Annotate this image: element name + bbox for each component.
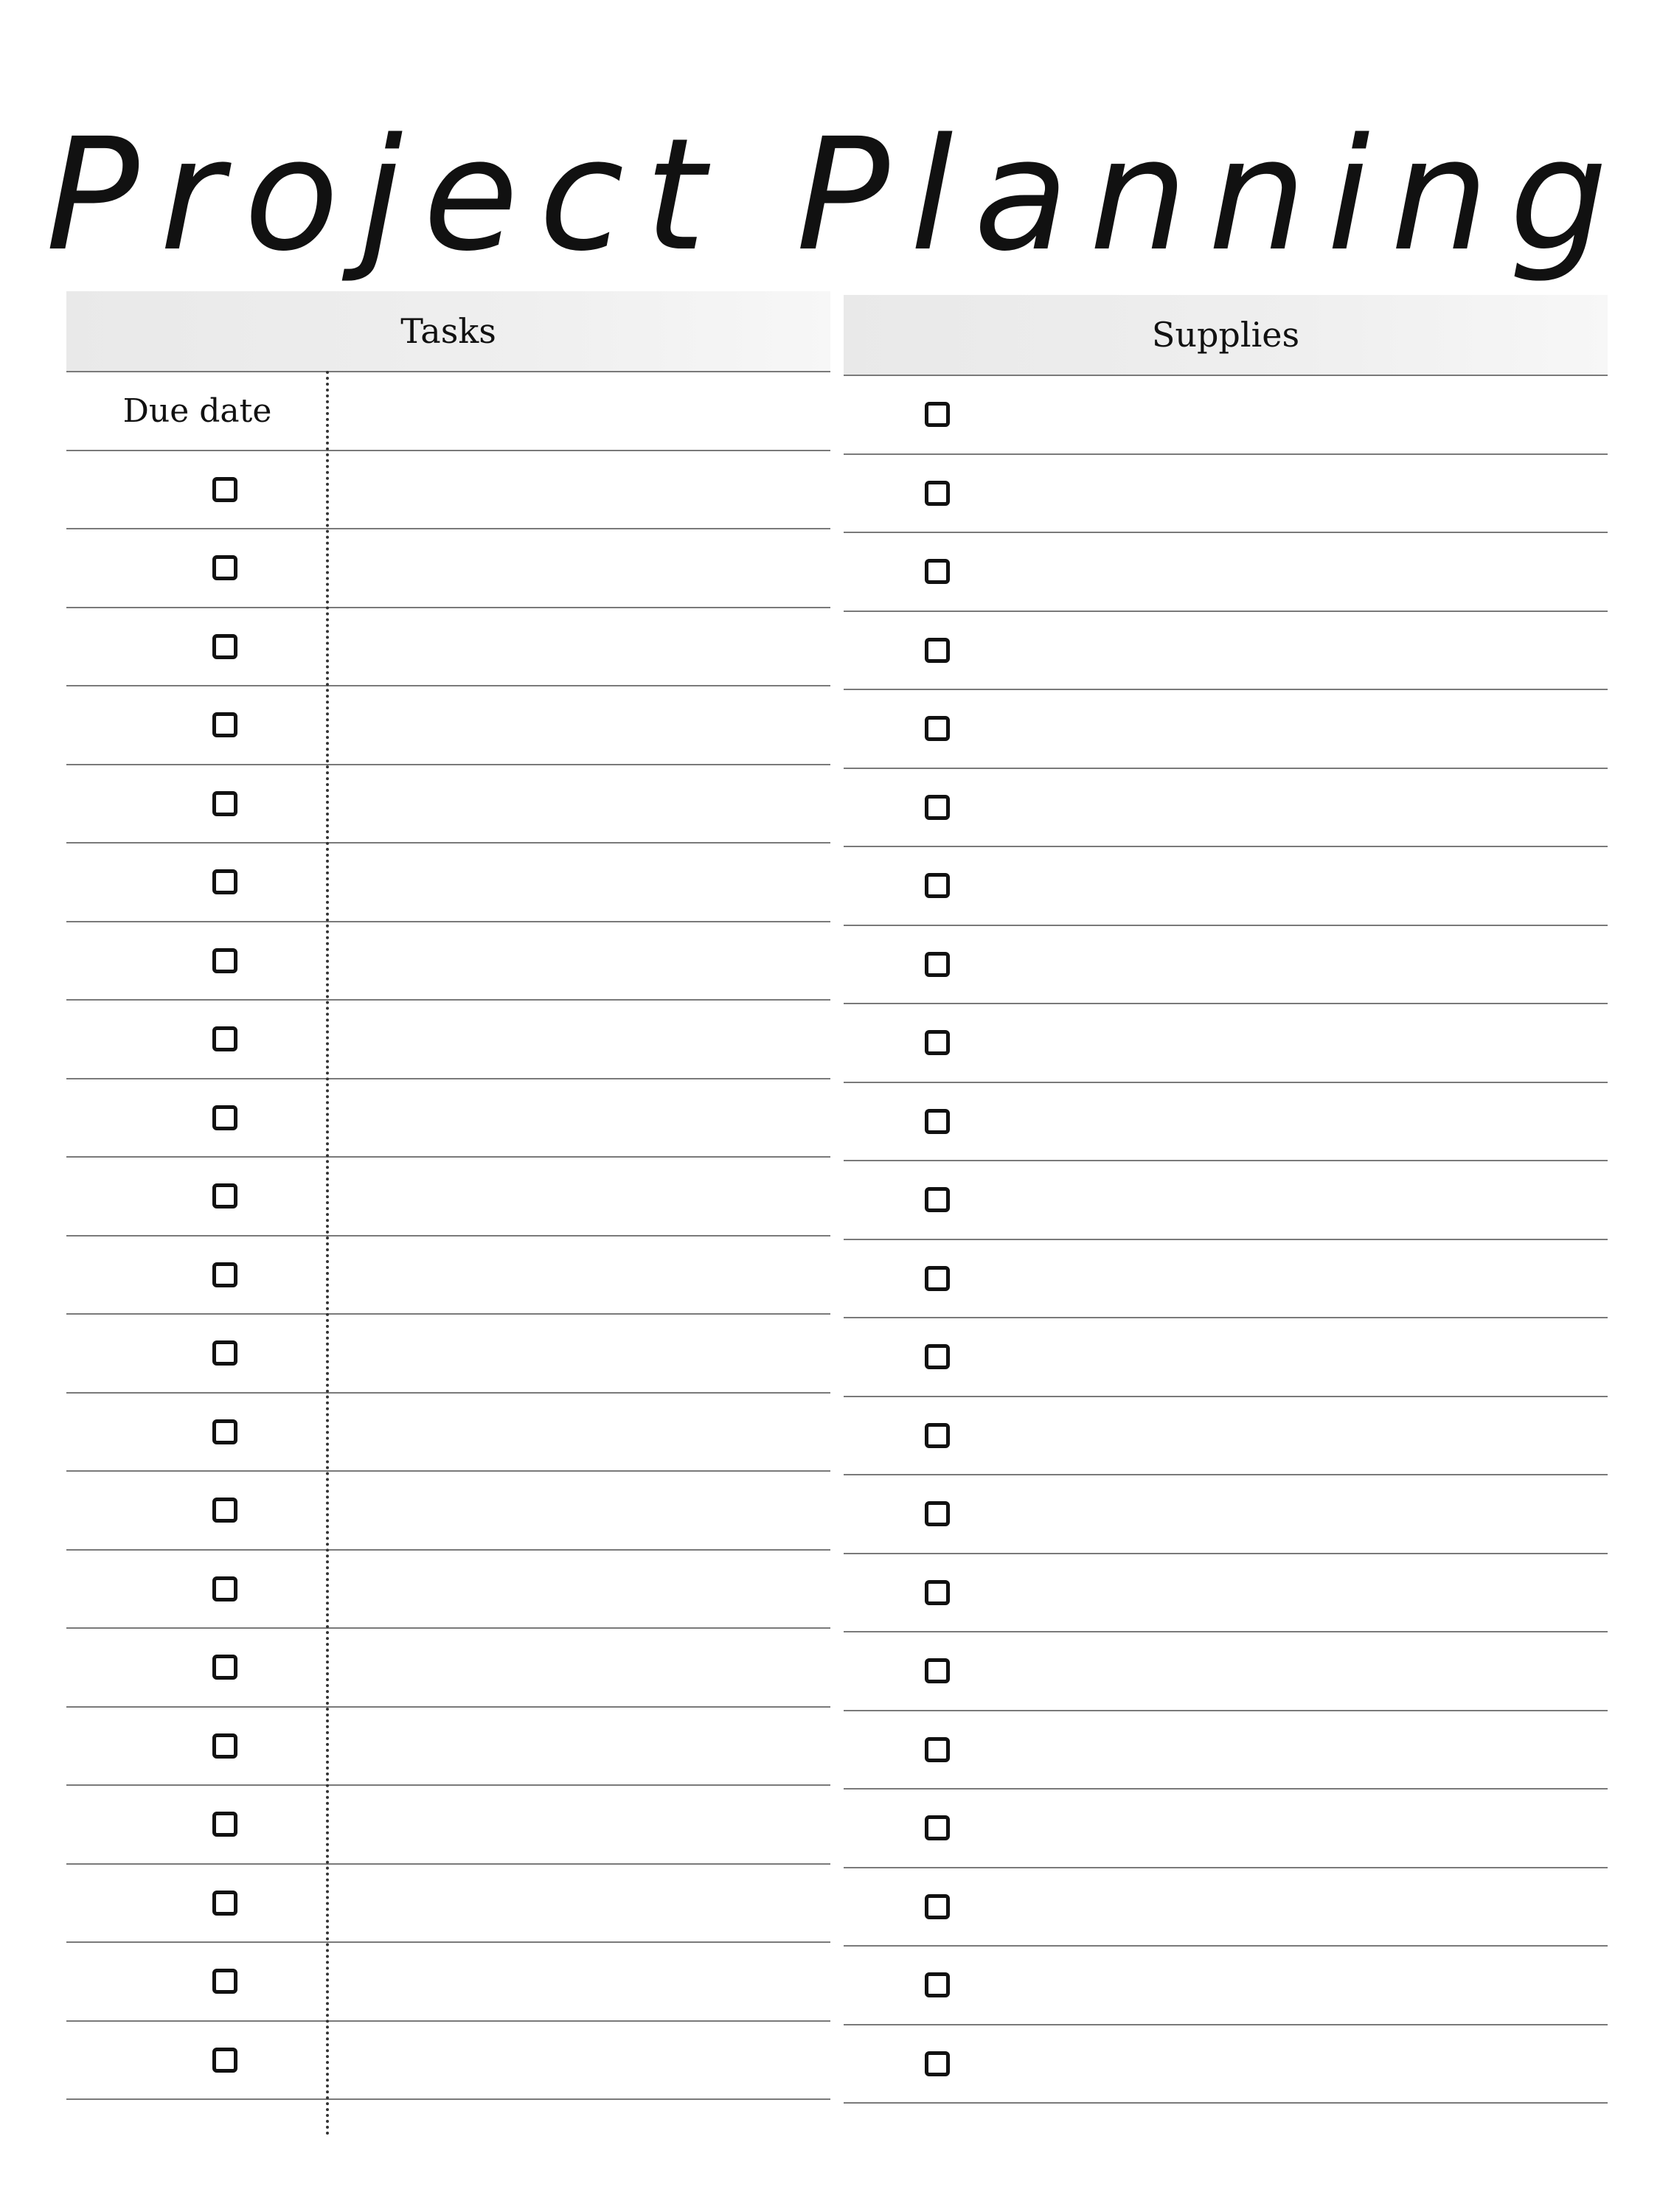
due-date-divider	[326, 371, 329, 2137]
supply-checkbox[interactable]	[925, 1266, 950, 1291]
supply-row[interactable]	[844, 1318, 1608, 1397]
task-checkbox[interactable]	[212, 1655, 237, 1680]
due-date-row	[66, 372, 830, 451]
task-row[interactable]	[66, 1472, 830, 1551]
supply-row[interactable]	[844, 1004, 1608, 1083]
task-checkbox[interactable]	[212, 555, 237, 580]
supply-row[interactable]	[844, 612, 1608, 691]
task-checkbox[interactable]	[212, 1419, 237, 1444]
supply-checkbox[interactable]	[925, 1737, 950, 1762]
task-row[interactable]	[66, 608, 830, 687]
supply-row[interactable]	[844, 1554, 1608, 1633]
supply-row[interactable]	[844, 690, 1608, 769]
task-checkbox[interactable]	[212, 1812, 237, 1837]
supply-row[interactable]	[844, 1475, 1608, 1554]
task-row[interactable]	[66, 844, 830, 922]
page-title: Project Planning	[45, 105, 1629, 285]
task-row[interactable]	[66, 529, 830, 608]
supply-row[interactable]	[844, 1397, 1608, 1476]
task-row[interactable]	[66, 1158, 830, 1237]
task-row[interactable]	[66, 922, 830, 1001]
task-checkbox[interactable]	[212, 1340, 237, 1366]
shastacrafts-watermark	[435, 1829, 1246, 2079]
task-row[interactable]	[66, 1708, 830, 1787]
task-row[interactable]	[66, 451, 830, 530]
supply-row[interactable]	[844, 1161, 1608, 1240]
supply-checkbox[interactable]	[925, 559, 950, 584]
supply-row[interactable]	[844, 455, 1608, 534]
supply-checkbox[interactable]	[925, 1658, 950, 1683]
supply-checkbox[interactable]	[925, 638, 950, 663]
supply-checkbox[interactable]	[925, 1501, 950, 1526]
task-checkbox[interactable]	[212, 1105, 237, 1130]
supply-row[interactable]	[844, 533, 1608, 612]
supply-row[interactable]	[844, 376, 1608, 455]
supply-row[interactable]	[844, 1711, 1608, 1790]
task-checkbox[interactable]	[212, 1262, 237, 1287]
task-checkbox[interactable]	[212, 712, 237, 737]
task-row[interactable]	[66, 1237, 830, 1315]
task-row[interactable]	[66, 1394, 830, 1472]
supply-checkbox[interactable]	[925, 1187, 950, 1212]
supply-row[interactable]	[844, 926, 1608, 1005]
supply-checkbox[interactable]	[925, 1580, 950, 1605]
task-checkbox[interactable]	[212, 1026, 237, 1051]
task-checkbox[interactable]	[212, 1576, 237, 1601]
task-checkbox[interactable]	[212, 1498, 237, 1523]
supply-row[interactable]	[844, 847, 1608, 926]
supply-row[interactable]	[844, 1240, 1608, 1319]
supply-checkbox[interactable]	[925, 1030, 950, 1055]
task-checkbox[interactable]	[212, 1969, 237, 1994]
task-checkbox[interactable]	[212, 1183, 237, 1208]
supply-row[interactable]	[844, 1632, 1608, 1711]
task-checkbox[interactable]	[212, 791, 237, 816]
task-row[interactable]	[66, 1079, 830, 1158]
supply-checkbox[interactable]	[925, 402, 950, 427]
supply-row[interactable]	[844, 769, 1608, 848]
supply-row[interactable]	[844, 1083, 1608, 1162]
task-row[interactable]	[66, 1551, 830, 1630]
supply-checkbox[interactable]	[925, 1109, 950, 1134]
supply-checkbox[interactable]	[925, 481, 950, 506]
task-row[interactable]	[66, 1315, 830, 1394]
supply-checkbox[interactable]	[925, 795, 950, 820]
task-checkbox[interactable]	[212, 634, 237, 659]
supply-checkbox[interactable]	[925, 1423, 950, 1448]
task-checkbox[interactable]	[212, 1891, 237, 1916]
task-checkbox[interactable]	[212, 1733, 237, 1759]
supply-checkbox[interactable]	[925, 873, 950, 898]
tasks-header: Tasks	[66, 291, 830, 372]
task-row[interactable]	[66, 686, 830, 765]
supply-checkbox[interactable]	[925, 952, 950, 977]
task-row[interactable]	[66, 765, 830, 844]
supply-checkbox[interactable]	[925, 716, 950, 741]
supply-checkbox[interactable]	[925, 1344, 950, 1369]
task-checkbox[interactable]	[212, 948, 237, 973]
task-checkbox[interactable]	[212, 869, 237, 894]
task-row[interactable]	[66, 1001, 830, 1079]
due-date-label: Due date	[122, 392, 272, 430]
task-row[interactable]	[66, 1629, 830, 1708]
supplies-header: Supplies	[844, 295, 1608, 376]
task-checkbox[interactable]	[212, 477, 237, 502]
task-checkbox[interactable]	[212, 2048, 237, 2073]
